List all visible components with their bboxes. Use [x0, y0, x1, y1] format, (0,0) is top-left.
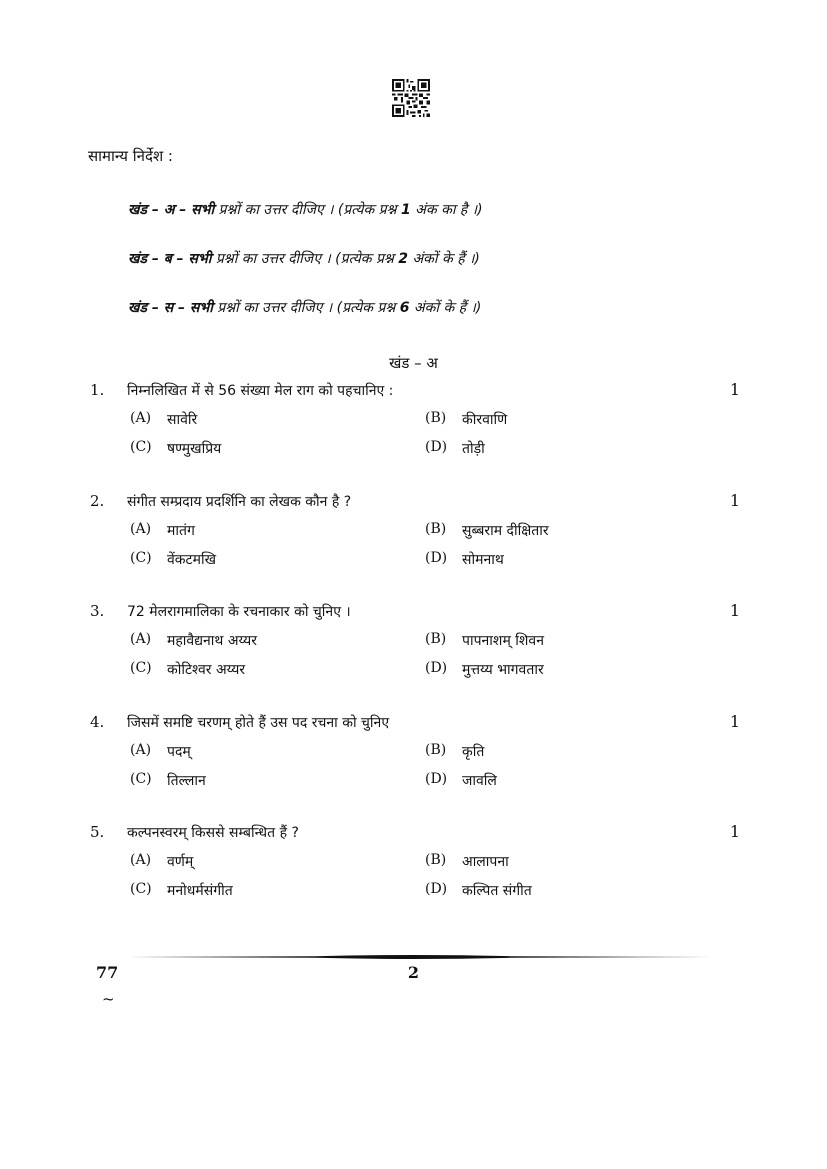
option-letter: (D)	[425, 439, 448, 455]
option-letter: (D)	[425, 660, 448, 676]
option-text: सोमनाथ	[462, 552, 504, 568]
option-letter: (C)	[130, 881, 152, 897]
question-number: 3.	[90, 602, 105, 620]
option-letter: (C)	[130, 550, 152, 566]
option-text: पापनाशम् शिवन	[462, 633, 544, 649]
option-text: वेंकटमखि	[167, 552, 217, 568]
footer-mark: ~	[102, 990, 115, 1008]
option-text: षण्मुखप्रिय	[167, 441, 222, 457]
option-letter: (A)	[130, 742, 152, 758]
instruction-section-c	[128, 298, 481, 317]
option-letter: (B)	[425, 742, 447, 758]
general-instructions-heading: सामान्य निर्देश :	[88, 147, 173, 165]
instruction-text: प्रश्नों का उत्तर दीजिए । (प्रत्येक प्रश्न	[214, 202, 401, 218]
option-text: तिल्लान	[167, 773, 206, 789]
option-text: कृति	[462, 744, 485, 760]
option-text: वर्णम्	[167, 854, 194, 870]
option-text: पदम्	[167, 744, 191, 760]
instruction-section-b	[128, 249, 480, 268]
question-marks: 1	[729, 380, 740, 399]
question-marks: 1	[729, 491, 740, 510]
option-text: कल्पित संगीत	[462, 883, 532, 899]
question-number: 2.	[90, 492, 105, 510]
option-text: सावेरि	[167, 412, 198, 428]
option-text: तोड़ी	[462, 441, 485, 457]
instruction-marks: 1	[400, 202, 411, 218]
option-letter: (B)	[425, 631, 447, 647]
qr-code	[392, 79, 430, 117]
option-text: मनोधर्मसंगीत	[167, 883, 233, 899]
option-text: कोटिश्वर अय्यर	[167, 662, 246, 678]
question-text: 72 मेलरागमालिका के रचनाकार को चुनिए ।	[127, 604, 351, 620]
option-letter: (B)	[425, 521, 447, 537]
section-a-title: खंड – अ	[389, 354, 438, 372]
question-number: 4.	[90, 713, 105, 731]
footer-rule	[115, 953, 712, 961]
question-number: 5.	[90, 823, 105, 841]
option-text: आलापना	[462, 854, 509, 870]
option-letter: (A)	[130, 631, 152, 647]
option-text: कीरवाणि	[462, 412, 508, 428]
option-letter: (B)	[425, 410, 447, 426]
question-marks: 1	[729, 822, 740, 841]
option-letter: (B)	[425, 852, 447, 868]
instruction-section-label: खंड – स – सभी	[128, 300, 213, 316]
instruction-section-label: खंड – अ – सभी	[128, 202, 215, 218]
instruction-tail: अंक का है ।)	[410, 202, 483, 218]
option-text: मातंग	[167, 523, 195, 539]
question-marks: 1	[729, 601, 740, 620]
instruction-section-a	[128, 200, 483, 219]
option-text: जावलि	[462, 773, 497, 789]
option-text: महावैद्यनाथ अय्यर	[167, 633, 257, 649]
option-text: मुत्तय्य भागवतार	[462, 662, 544, 678]
instruction-marks: 2	[398, 251, 409, 267]
question-marks: 1	[729, 712, 740, 731]
option-letter: (D)	[425, 550, 448, 566]
paper-code: 77	[96, 963, 119, 982]
option-letter: (A)	[130, 410, 152, 426]
instruction-tail: अंकों के हैं ।)	[409, 300, 482, 316]
option-text: सुब्बराम दीक्षितार	[462, 523, 549, 539]
instruction-text: प्रश्नों का उत्तर दीजिए । (प्रत्येक प्रश्न	[212, 300, 400, 316]
option-letter: (D)	[425, 771, 448, 787]
question-text: जिसमें समष्टि चरणम् होते हैं उस पद रचना को चुनिए	[127, 715, 390, 731]
instruction-section-label: खंड – ब – सभी	[128, 251, 212, 267]
option-letter: (C)	[130, 771, 152, 787]
instruction-marks: 6	[399, 300, 410, 316]
page-number: 2	[407, 963, 420, 982]
question-text: निम्नलिखित में से 56 संख्या मेल राग को पहचानिए :	[127, 383, 394, 399]
option-letter: (D)	[425, 881, 448, 897]
question-number: 1.	[90, 381, 105, 399]
option-letter: (A)	[130, 521, 152, 537]
option-letter: (C)	[130, 660, 152, 676]
instruction-text: प्रश्नों का उत्तर दीजिए । (प्रत्येक प्रश्न	[211, 251, 399, 267]
question-text: कल्पनस्वरम् किससे सम्बन्धित हैं ?	[127, 825, 299, 841]
question-text: संगीत सम्प्रदाय प्रदर्शिनि का लेखक कौन है ?	[127, 494, 352, 510]
option-letter: (A)	[130, 852, 152, 868]
instruction-tail: अंकों के हैं ।)	[408, 251, 480, 267]
option-letter: (C)	[130, 439, 152, 455]
